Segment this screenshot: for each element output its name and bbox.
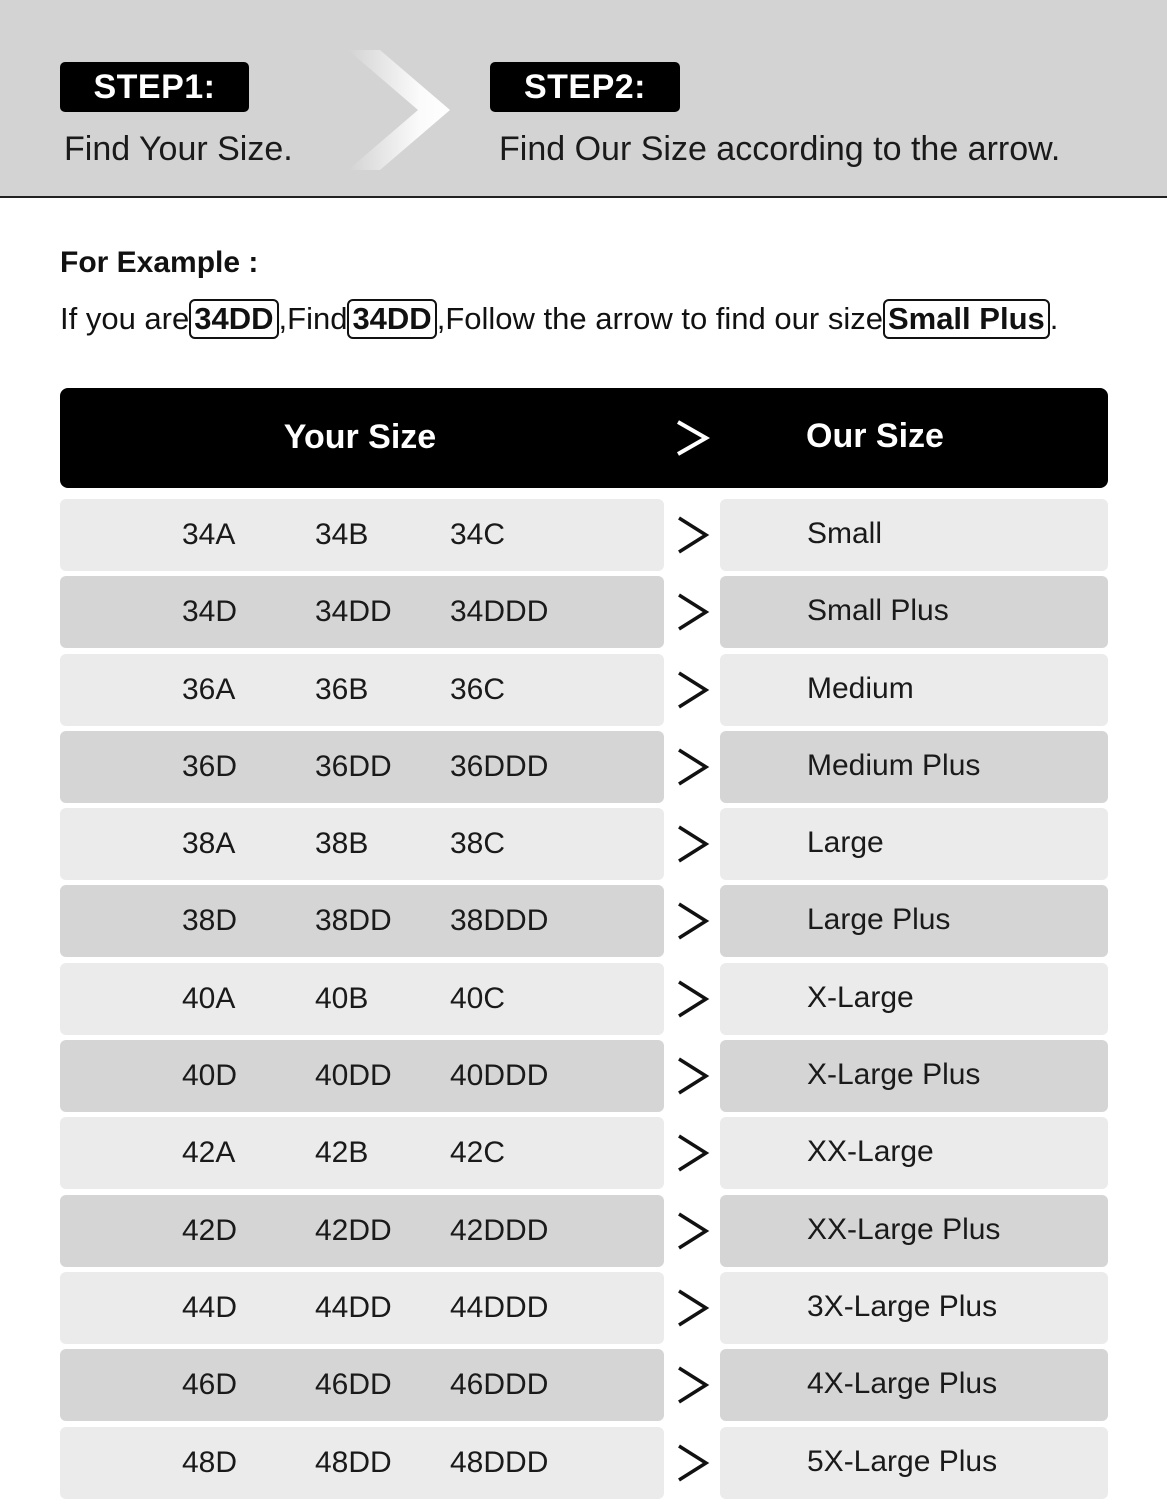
your-size-value: 38C: [450, 827, 506, 861]
row-arrow-icon: [674, 824, 712, 864]
your-size-value: 48DDD: [450, 1445, 549, 1479]
your-size-cell: [60, 654, 664, 726]
our-size-cell: [720, 1040, 1108, 1112]
your-size-value: 42A: [182, 1136, 236, 1170]
our-size-cell: [720, 499, 1108, 571]
step-chevron-icon: [340, 40, 460, 180]
row-arrow-icon: [674, 515, 712, 555]
our-size-cell: [720, 654, 1108, 726]
our-size-value: 5X-Large Plus: [807, 1444, 998, 1478]
your-size-value: 44DD: [315, 1290, 392, 1324]
example-your-size-box: 34DD: [189, 299, 278, 339]
example-suffix: .: [1049, 301, 1059, 336]
example-title: For Example :: [60, 246, 259, 279]
row-arrow-icon: [674, 901, 712, 941]
our-size-cell: [720, 963, 1108, 1035]
example-mid2: ,Follow the arrow to find our size: [436, 301, 883, 336]
your-size-value: 42DDD: [450, 1213, 549, 1247]
your-size-value: 34C: [450, 518, 506, 551]
your-size-value: 34A: [182, 518, 236, 551]
size-row: [60, 1117, 1108, 1189]
steps-banner: [0, 0, 1167, 198]
size-row: [60, 731, 1108, 803]
row-arrow-icon: [674, 670, 712, 710]
your-size-value: 38B: [315, 827, 369, 861]
our-size-cell: [720, 808, 1108, 880]
size-row: [60, 654, 1108, 726]
size-row: [60, 885, 1108, 957]
your-size-value: 34DDD: [450, 595, 549, 629]
size-row: [60, 1427, 1108, 1499]
your-size-cell: [60, 499, 664, 571]
row-arrow-icon: [674, 1133, 712, 1173]
your-size-value: 34DD: [315, 595, 392, 629]
your-size-value: 38DD: [315, 904, 392, 938]
your-size-cell: [60, 576, 664, 648]
step2-text: Find Our Size according to the arrow.: [499, 130, 1061, 168]
your-size-value: 34B: [315, 518, 369, 551]
size-row: [60, 1195, 1108, 1267]
our-size-cell: [720, 885, 1108, 957]
our-size-cell: [720, 1272, 1108, 1344]
row-arrow-icon: [674, 592, 712, 632]
size-row: [60, 499, 1108, 571]
your-size-value: 36D: [182, 749, 238, 783]
row-arrow-icon: [674, 979, 712, 1019]
your-size-cell: [60, 885, 664, 957]
our-size-value: Medium: [807, 671, 914, 705]
your-size-cell: [60, 1272, 664, 1344]
size-row: [60, 1272, 1108, 1344]
your-size-value: 40B: [315, 981, 369, 1015]
your-size-value: 42C: [450, 1136, 506, 1170]
your-size-cell: [60, 1349, 664, 1421]
our-size-cell: [720, 1349, 1108, 1421]
our-size-value: 3X-Large Plus: [807, 1289, 998, 1323]
row-arrow-icon: [674, 747, 712, 787]
example-mid1: ,Find: [278, 301, 348, 336]
our-size-value: Large Plus: [807, 903, 951, 937]
our-size-value: XX-Large: [807, 1135, 934, 1169]
our-size-cell: [720, 1195, 1108, 1267]
our-size-value: XX-Large Plus: [807, 1212, 1001, 1246]
your-size-value: 46DD: [315, 1368, 392, 1402]
your-size-value: 40DDD: [450, 1059, 549, 1093]
your-size-value: 36B: [315, 672, 369, 706]
our-size-value: Small: [807, 517, 883, 550]
step1-text: Find Your Size.: [64, 130, 293, 168]
row-arrow-icon: [674, 1211, 712, 1251]
our-size-value: 4X-Large Plus: [807, 1367, 998, 1401]
header-arrow-icon: [672, 418, 712, 458]
example-line: [60, 298, 1058, 340]
your-size-value: 44D: [182, 1290, 238, 1324]
our-size-cell: [720, 1117, 1108, 1189]
step2-badge: STEP2:: [490, 62, 680, 112]
your-size-value: 46D: [182, 1368, 238, 1402]
size-row: [60, 576, 1108, 648]
your-size-value: 40DD: [315, 1059, 392, 1093]
row-arrow-icon: [674, 1365, 712, 1405]
your-size-value: 38DDD: [450, 904, 549, 938]
our-size-cell: [720, 1427, 1108, 1499]
header-our-size: Our Size: [806, 417, 944, 455]
your-size-value: 34D: [182, 595, 238, 629]
example-find-size-box: 34DD: [347, 299, 436, 339]
your-size-cell: [60, 1117, 664, 1189]
header-your-size: Your Size: [283, 418, 437, 456]
size-row: [60, 1349, 1108, 1421]
your-size-cell: [60, 963, 664, 1035]
step1-badge: STEP1:: [60, 62, 249, 112]
your-size-cell: [60, 731, 664, 803]
your-size-cell: [60, 1427, 664, 1499]
our-size-value: Small Plus: [807, 594, 949, 628]
example-our-size-box: Small Plus: [883, 299, 1050, 339]
your-size-value: 44DDD: [450, 1290, 549, 1324]
our-size-value: X-Large Plus: [807, 1058, 981, 1092]
our-size-value: Large: [807, 826, 884, 860]
size-table-header: [60, 388, 1108, 488]
your-size-cell: [60, 808, 664, 880]
your-size-value: 36A: [182, 672, 236, 706]
row-arrow-icon: [674, 1056, 712, 1096]
your-size-value: 36DDD: [450, 749, 549, 783]
our-size-value: Medium Plus: [807, 748, 981, 782]
our-size-cell: [720, 731, 1108, 803]
size-row: [60, 808, 1108, 880]
row-arrow-icon: [674, 1288, 712, 1328]
your-size-cell: [60, 1040, 664, 1112]
your-size-value: 42B: [315, 1136, 369, 1170]
size-table-body: [60, 499, 1108, 1500]
our-size-cell: [720, 576, 1108, 648]
your-size-value: 40A: [182, 981, 236, 1015]
example-prefix: If you are: [60, 301, 190, 336]
your-size-value: 42DD: [315, 1213, 392, 1247]
your-size-value: 48DD: [315, 1445, 392, 1479]
your-size-value: 40C: [450, 981, 506, 1015]
your-size-value: 38A: [182, 827, 236, 861]
our-size-value: X-Large: [807, 980, 914, 1014]
your-size-value: 36C: [450, 672, 506, 706]
your-size-value: 46DDD: [450, 1368, 549, 1402]
size-row: [60, 1040, 1108, 1112]
your-size-value: 40D: [182, 1059, 238, 1093]
your-size-value: 48D: [182, 1445, 238, 1479]
your-size-value: 42D: [182, 1213, 238, 1247]
row-arrow-icon: [674, 1443, 712, 1483]
size-row: [60, 963, 1108, 1035]
your-size-value: 36DD: [315, 749, 392, 783]
your-size-cell: [60, 1195, 664, 1267]
your-size-value: 38D: [182, 904, 238, 938]
